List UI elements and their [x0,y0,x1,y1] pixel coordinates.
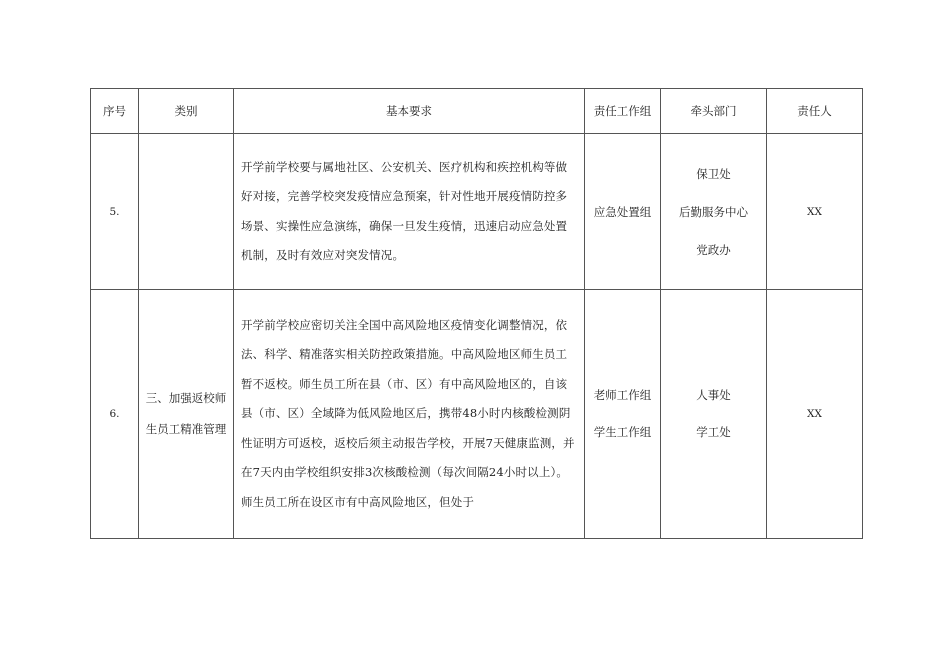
group-name: 老师工作组 [593,388,652,402]
row-number: 6. [91,290,139,539]
table-row [91,290,863,539]
department-name: 学工处 [696,425,731,439]
department-name: 后勤服务中心 [679,204,748,219]
row-category [139,134,234,290]
header-row [91,89,863,134]
row-department-cell [661,134,767,290]
row-group-cell [585,290,661,539]
group-name: 应急处置组 [593,204,652,219]
header-requirement: 基本要求 [234,89,585,134]
row-department-cell [661,290,767,539]
group-name: 学生工作组 [593,425,652,439]
responsibility-table [90,88,863,539]
department-name: 保卫处 [696,166,731,181]
row-requirement: 开学前学校要与属地社区、公安机关、医疗机构和疾控机构等做好对接，完善学校突发疫情应急预案，针对性地开展疫情防控多场景、实操性应急演练，确保一旦发生疫情，迅速启动应急处置机制，及时有效应对突发情况。 [234,134,585,290]
row-category: 三、加强返校师生员工精准管理 [139,290,234,539]
row-group-cell [585,134,661,290]
header-department: 牵头部门 [661,89,767,134]
table-row [91,134,863,290]
department-name: 人事处 [696,388,731,402]
header-group: 责任工作组 [585,89,661,134]
header-person: 责任人 [767,89,863,134]
row-requirement: 开学前学校应密切关注全国中高风险地区疫情变化调整情况，依法、科学、精准落实相关防控政策措施。中高风险地区师生员工暂不返校。师生员工所在县（市、区）有中高风险地区的，自该县（市、区）全域降为低风险地区后，携带48小时内核酸检测阴性证明方可返校，返校后须主动报告学校，开展7天健康监测，并在7天内由学校组织安排3次核酸检测（每次间隔24小时以上）。师生员工所在设区市有中高风险地区，但处于 [234,290,585,539]
row-person: XX [767,134,863,290]
row-number: 5. [91,134,139,290]
header-category: 类别 [139,89,234,134]
row-person: XX [767,290,863,539]
header-no: 序号 [91,89,139,134]
department-name: 党政办 [696,242,731,257]
